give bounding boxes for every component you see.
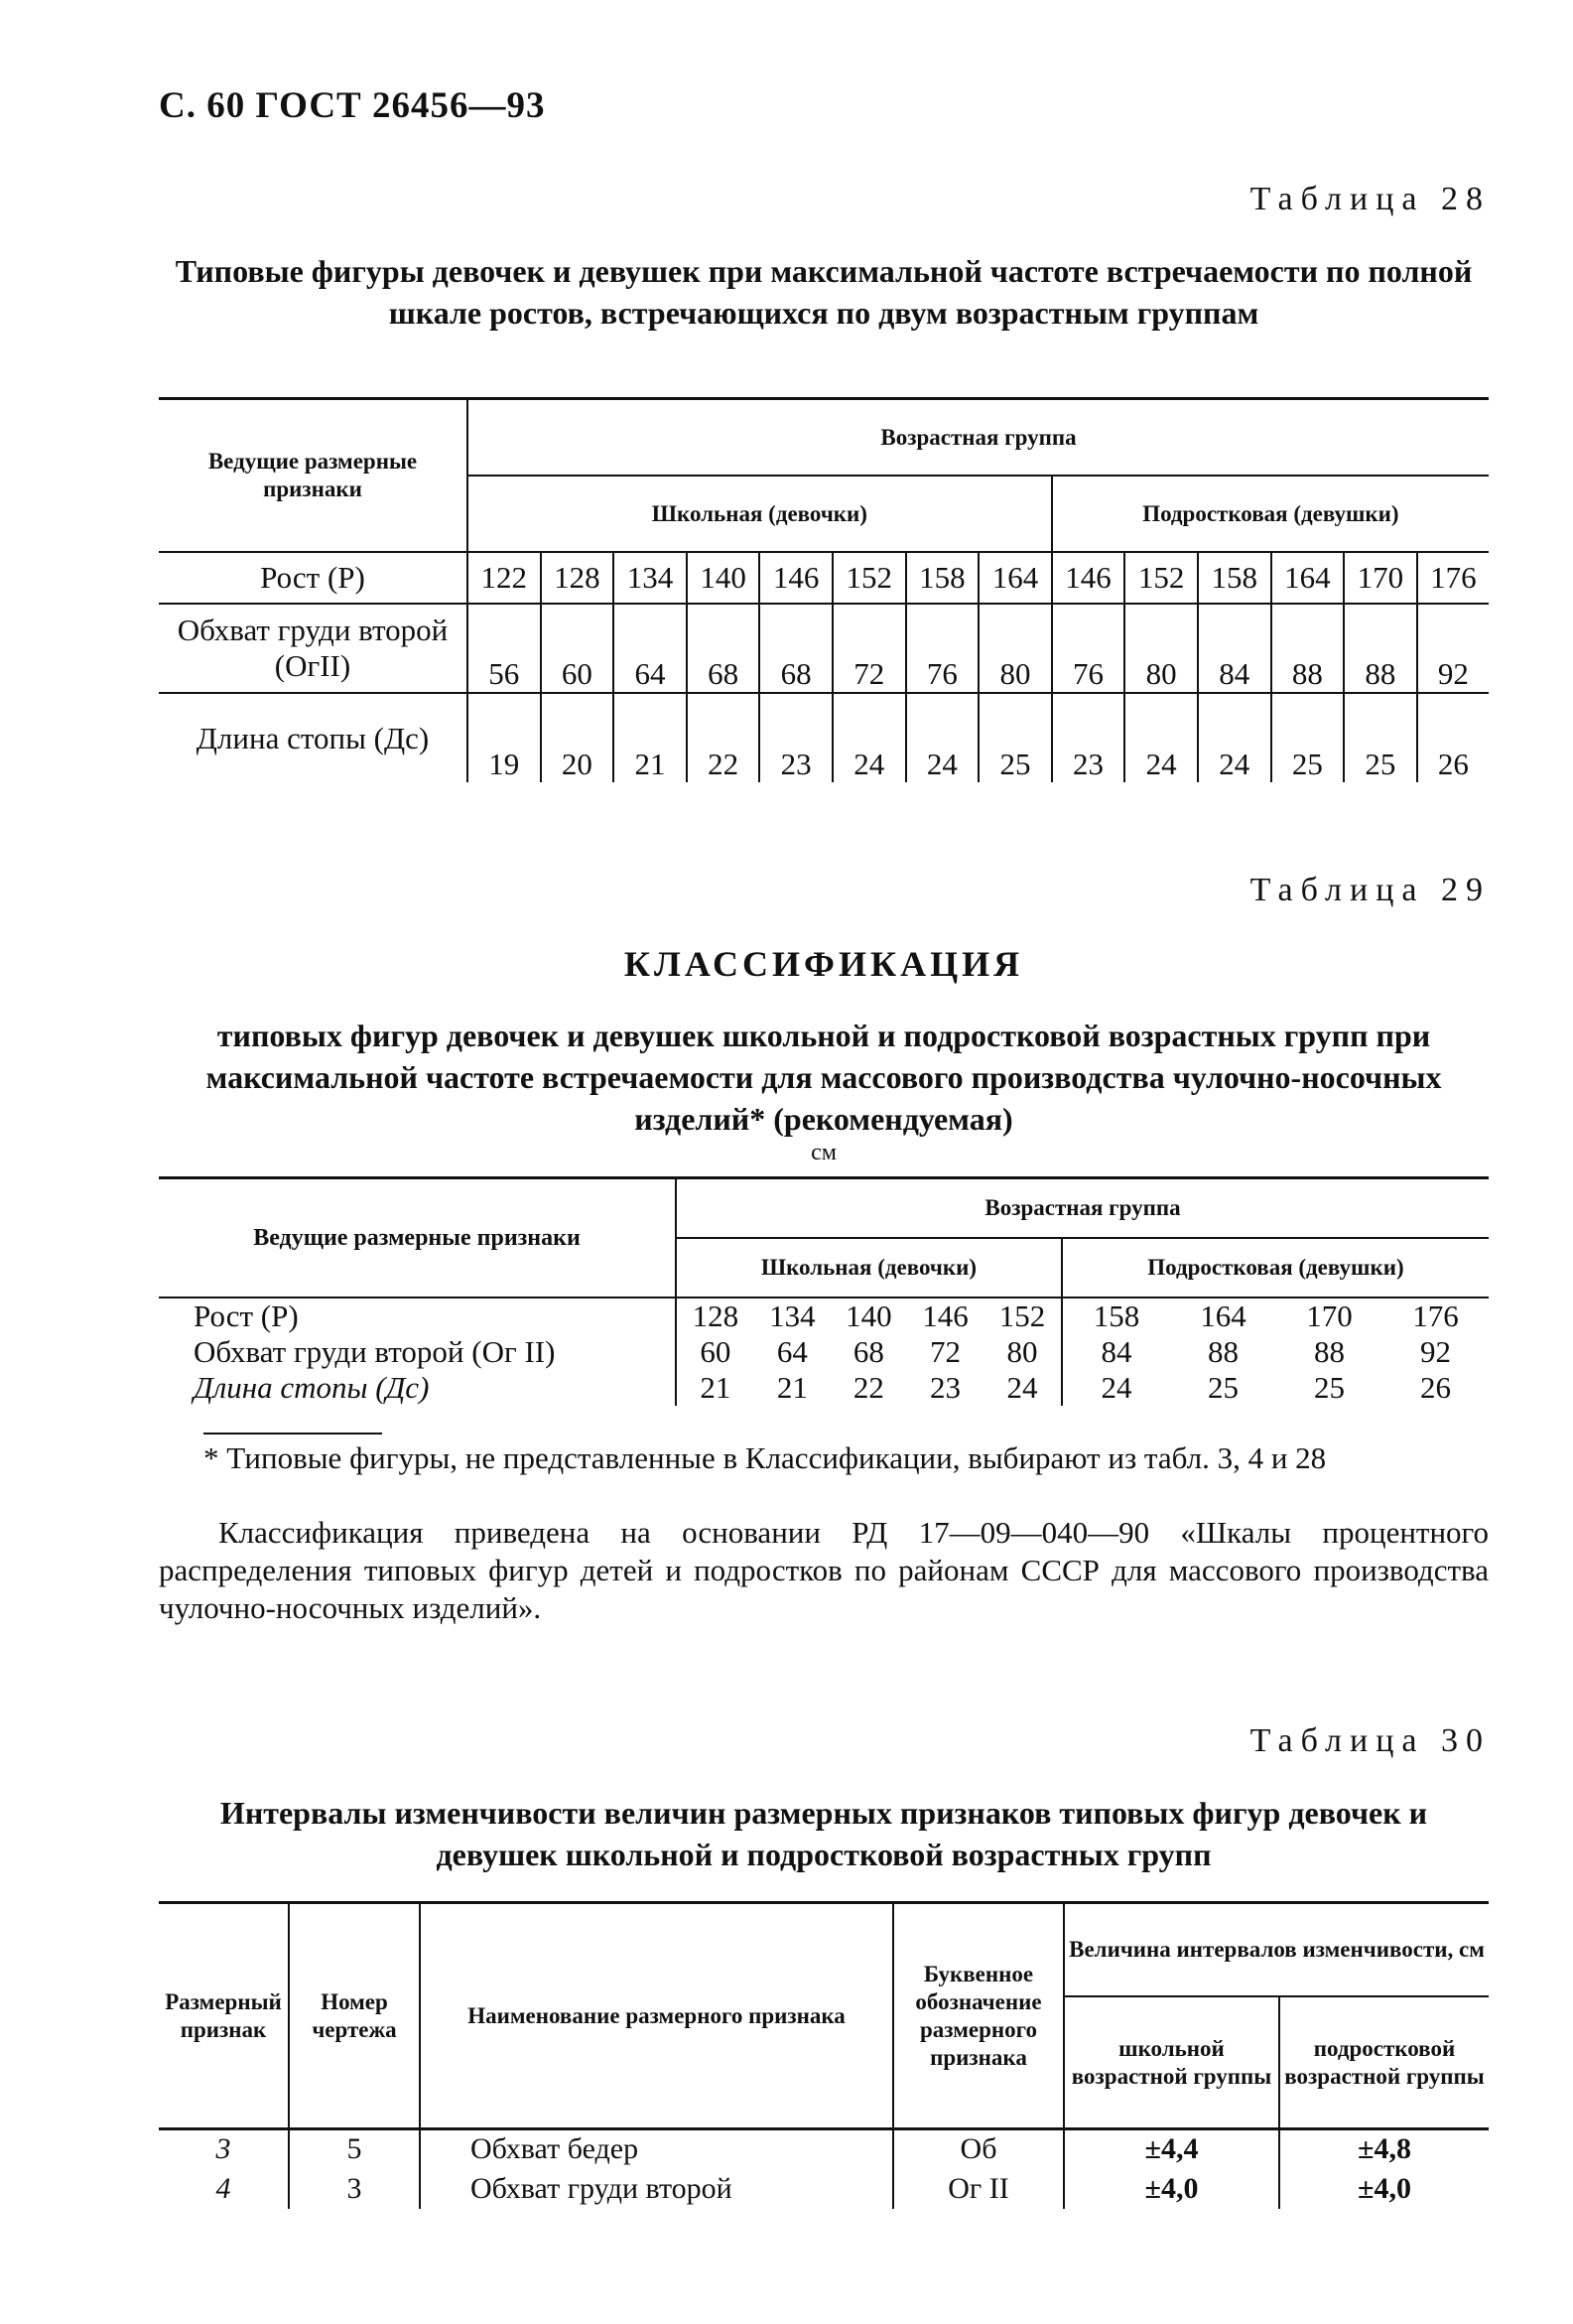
col-teen-header: подростковой возрастной группы bbox=[1279, 1996, 1489, 2129]
cell: Ог II bbox=[893, 2169, 1064, 2209]
cell: 25 bbox=[1271, 693, 1345, 782]
table-28-title: Типовые фигуры девочек и девушек при максимальной частоте встречаемости по полной шкале ростов, встречающихся по двум возрастным группам bbox=[175, 253, 1473, 331]
table-row bbox=[159, 2169, 1489, 2209]
cell: 164 bbox=[1271, 552, 1345, 604]
cell: 56 bbox=[467, 604, 541, 693]
table-row bbox=[159, 1334, 1489, 1370]
cell: 80 bbox=[1006, 1334, 1038, 1369]
table-29 bbox=[159, 1176, 1489, 1406]
cell: 170 bbox=[1344, 552, 1417, 604]
table-30-title: Интервалы изменчивости величин размерных признаков типовых фигур девочек и девушек школьной и подростковой возрастных групп bbox=[219, 1795, 1428, 1872]
cell: 128 bbox=[541, 552, 614, 604]
cell: 92 bbox=[1417, 604, 1489, 693]
cell: 84 bbox=[1062, 1334, 1170, 1370]
cell: 140 bbox=[687, 552, 760, 604]
page-header: С. 60 ГОСТ 26456—93 bbox=[159, 85, 546, 126]
cell: 26 bbox=[1419, 1370, 1451, 1405]
table-28-label: Таблица 28 bbox=[1249, 181, 1491, 217]
cell: 164 bbox=[979, 552, 1052, 604]
cell: 3 bbox=[289, 2169, 420, 2209]
col-feature-num-header: Размерный признак bbox=[165, 1988, 282, 2042]
cell: 24 bbox=[1124, 693, 1198, 782]
row-label: Длина стопы (Дс) bbox=[194, 1370, 430, 1405]
col-name-header: Наименование размерного признака bbox=[420, 1903, 893, 2129]
cell: 92 bbox=[1419, 1334, 1451, 1369]
cell: 60 bbox=[541, 604, 614, 693]
cell: 5 bbox=[289, 2129, 420, 2169]
cell: 23 bbox=[1052, 693, 1125, 782]
cell: 72 bbox=[833, 604, 906, 693]
cell: 68 bbox=[759, 604, 833, 693]
cell: 64 bbox=[776, 1334, 808, 1369]
cell: 3 bbox=[215, 2132, 231, 2166]
table-29-label: Таблица 29 bbox=[1249, 872, 1491, 908]
cell: 4 bbox=[215, 2171, 231, 2205]
cell: 24 bbox=[833, 693, 906, 782]
col-interval-header: Величина интервалов изменчивости, см bbox=[1064, 1903, 1489, 1997]
cell: Об bbox=[893, 2129, 1064, 2169]
row-label: Обхват груди второй (Ог II) bbox=[194, 1334, 556, 1369]
cell: 22 bbox=[852, 1370, 884, 1405]
cell: 21 bbox=[676, 1370, 754, 1406]
cell: 140 bbox=[846, 1299, 892, 1333]
cell: ±4,8 bbox=[1279, 2129, 1489, 2169]
cell: 21 bbox=[613, 693, 687, 782]
cell: 26 bbox=[1417, 693, 1489, 782]
row-label: Длина стопы (Дс) bbox=[196, 720, 430, 755]
cell: 24 bbox=[1062, 1370, 1170, 1406]
cell: 146 bbox=[1052, 552, 1125, 604]
cell: 23 bbox=[930, 1370, 962, 1405]
cell: 88 bbox=[1271, 604, 1345, 693]
col-code-header: Буквенное обозначение размерного признака bbox=[893, 1903, 1064, 2129]
cell: 146 bbox=[922, 1299, 969, 1333]
cell: 19 bbox=[467, 693, 541, 782]
cell: 60 bbox=[676, 1334, 754, 1370]
cell: 68 bbox=[687, 604, 760, 693]
cell: 25 bbox=[979, 693, 1052, 782]
cell: 23 bbox=[759, 693, 833, 782]
cell: 64 bbox=[613, 604, 687, 693]
cell: 158 bbox=[1062, 1298, 1170, 1334]
cell: 76 bbox=[1052, 604, 1125, 693]
cell: 88 bbox=[1313, 1334, 1345, 1369]
table-29-subtitle: типовых фигур девочек и девушек школьной и подростковой возрастных групп при максимальной частоте встречаемости для массового производства чулочно-носочных изделий* (рекомендуемая) bbox=[205, 1018, 1442, 1137]
table-29-footnote: * Типовые фигуры, не представленные в Классификации, выбирают из табл. 3, 4 и 28 bbox=[203, 1440, 1327, 1475]
cell: 122 bbox=[467, 552, 541, 604]
cell: 76 bbox=[906, 604, 980, 693]
row-label: Рост (Р) bbox=[194, 1299, 299, 1333]
table-row bbox=[159, 604, 1489, 693]
cell: 25 bbox=[1208, 1370, 1240, 1405]
cell: 25 bbox=[1313, 1370, 1345, 1405]
cell: 146 bbox=[759, 552, 833, 604]
table-29-heading: КЛАССИФИКАЦИЯ bbox=[623, 944, 1024, 984]
table-28 bbox=[159, 397, 1489, 782]
table-row bbox=[159, 693, 1489, 782]
cell: 170 bbox=[1306, 1299, 1353, 1333]
table-row bbox=[159, 1298, 1489, 1334]
col-teen-header: Подростковая (девушки) bbox=[1062, 1238, 1489, 1298]
table-row bbox=[159, 1370, 1489, 1406]
col-school-header: школьной возрастной группы bbox=[1064, 1996, 1279, 2129]
cell: 176 bbox=[1412, 1299, 1459, 1333]
cell: 21 bbox=[776, 1370, 808, 1405]
cell: 134 bbox=[613, 552, 687, 604]
cell: 152 bbox=[998, 1299, 1046, 1333]
cell: 88 bbox=[1208, 1334, 1240, 1369]
row-label: Обхват груди второй (ОгII) bbox=[177, 613, 449, 683]
col-lead-header: Ведущие размерные признаки bbox=[253, 1224, 581, 1251]
col-age-header: Возрастная группа bbox=[676, 1178, 1489, 1239]
col-lead-header: Ведущие размерные признаки bbox=[207, 449, 418, 501]
cell: 80 bbox=[1124, 604, 1198, 693]
col-drawing-header: Номер чертежа bbox=[289, 1903, 420, 2129]
cell: 134 bbox=[769, 1299, 816, 1333]
col-school-header: Школьная (девочки) bbox=[676, 1238, 1062, 1298]
footnote-rule bbox=[203, 1433, 382, 1435]
cell: 24 bbox=[1198, 693, 1271, 782]
cell: Обхват груди второй bbox=[420, 2169, 893, 2209]
cell: 20 bbox=[541, 693, 614, 782]
cell: 25 bbox=[1344, 693, 1417, 782]
cell: 24 bbox=[1006, 1370, 1038, 1405]
cell: 158 bbox=[906, 552, 980, 604]
row-label: Рост (Р) bbox=[260, 560, 365, 595]
table-29-note: Классификация приведена на основании РД 17—09—040—90 «Шкалы процентного распределения типовых фигур детей и подростков по районам СССР для массового производства чулочно-носочных изделий». bbox=[159, 1515, 1489, 1625]
col-teen-header: Подростковая (девушки) bbox=[1052, 476, 1489, 552]
cell: ±4,0 bbox=[1064, 2169, 1279, 2209]
table-30-label: Таблица 30 bbox=[1249, 1722, 1491, 1759]
cell: Обхват бедер bbox=[420, 2129, 893, 2169]
cell: 152 bbox=[833, 552, 906, 604]
cell: 176 bbox=[1417, 552, 1489, 604]
cell: 68 bbox=[852, 1334, 884, 1369]
cell: 128 bbox=[676, 1298, 754, 1334]
cell: 72 bbox=[930, 1334, 962, 1369]
col-age-header: Возрастная группа bbox=[467, 399, 1489, 477]
table-29-unit: см bbox=[811, 1140, 837, 1165]
table-row bbox=[159, 2129, 1489, 2169]
cell: 24 bbox=[906, 693, 980, 782]
table-row bbox=[159, 552, 1489, 604]
cell: 152 bbox=[1124, 552, 1198, 604]
cell: 84 bbox=[1198, 604, 1271, 693]
cell: 164 bbox=[1200, 1299, 1246, 1333]
col-school-header: Школьная (девочки) bbox=[467, 476, 1052, 552]
cell: 80 bbox=[979, 604, 1052, 693]
cell: ±4,4 bbox=[1064, 2129, 1279, 2169]
cell: ±4,0 bbox=[1279, 2169, 1489, 2209]
cell: 88 bbox=[1344, 604, 1417, 693]
cell: 158 bbox=[1198, 552, 1271, 604]
cell: 22 bbox=[687, 693, 760, 782]
table-30 bbox=[159, 1901, 1489, 2209]
